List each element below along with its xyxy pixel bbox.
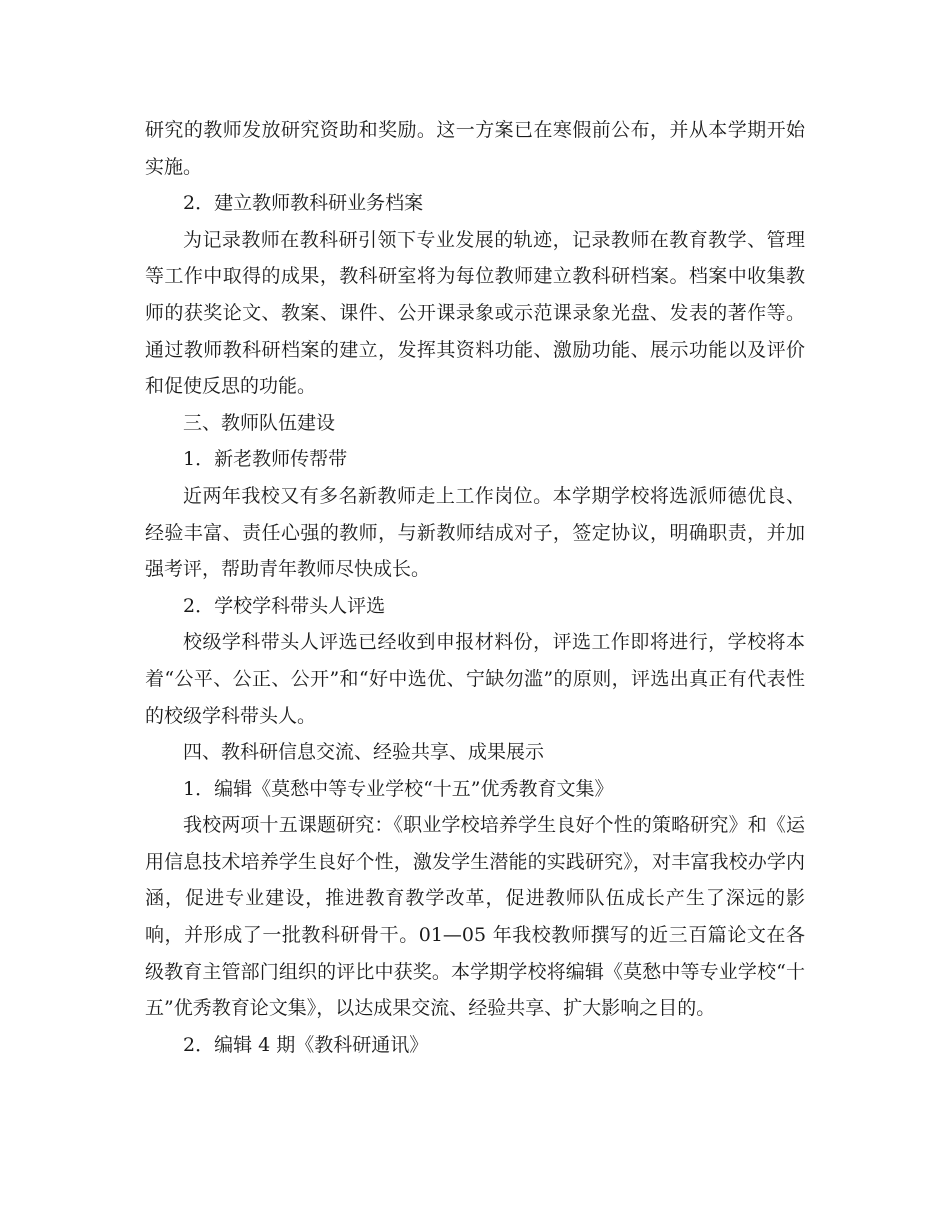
document-body (145, 112, 805, 1063)
paragraph-collection: 我校两项十五课题研究：《职业学校培养学生良好个性的策略研究》和《运用信息技术培养学生良好个性，激发学生潜能的实践研究》，对丰富我校办学内涵，促进专业建设，推进教育教学改革，促进教师队伍成长产生了深远的影响，并形成了一批教科研骨干。01—05 年我校教师撰写的近三百篇论文在各级教育主管部门组织的评比中获奖。本学期学校将编辑《莫愁中等专业学校“十五”优秀教育论文集》，以达成果交流、经验共享、扩大影响之目的。 (145, 814, 805, 1020)
paragraph-continuation: 研究的教师发放研究资助和奖励。这一方案已在寒假前公布，并从本学期开始实施。 (145, 119, 805, 178)
subheading-subject-leader: 2．学校学科带头人评选 (183, 594, 386, 617)
subheading-mentoring: 1．新老教师传帮带 (183, 448, 348, 471)
section-heading-exchange: 四、教科研信息交流、经验共享、成果展示 (183, 741, 545, 764)
section-heading-teacher-team: 三、教师队伍建设 (183, 411, 336, 434)
paragraph-subject-leader: 校级学科带头人评选已经收到申报材料份，评选工作即将进行，学校将本着“公平、公正、公开”和“好中选优、宁缺勿滥”的原则，评选出真正有代表性的校级学科带头人。 (145, 631, 805, 727)
subheading-teacher-archive: 2．建立教师教科研业务档案 (183, 192, 424, 215)
paragraph-mentoring: 近两年我校又有多名新教师走上工作岗位。本学期学校将选派师德优良、经验丰富、责任心强的教师，与新教师结成对子，签定协议，明确职责，并加强考评，帮助青年教师尽快成长。 (145, 484, 805, 581)
subheading-collection: 1．编辑《莫愁中等专业学校“十五”优秀教育文集》 (183, 777, 614, 800)
subheading-newsletter: 2．编辑 4 期《教科研通讯》 (183, 1033, 429, 1056)
paragraph-archive: 为记录教师在教科研引领下专业发展的轨迹，记录教师在教育教学、管理等工作中取得的成果，教科研室将为每位教师建立教科研档案。档案中收集教师的获奖论文、教案、课件、公开课录象或示范课录象光盘、发表的著作等。通过教师教科研档案的建立，发挥其资料功能、激励功能、展示功能以及评价和促使反思的功能。 (145, 228, 805, 398)
